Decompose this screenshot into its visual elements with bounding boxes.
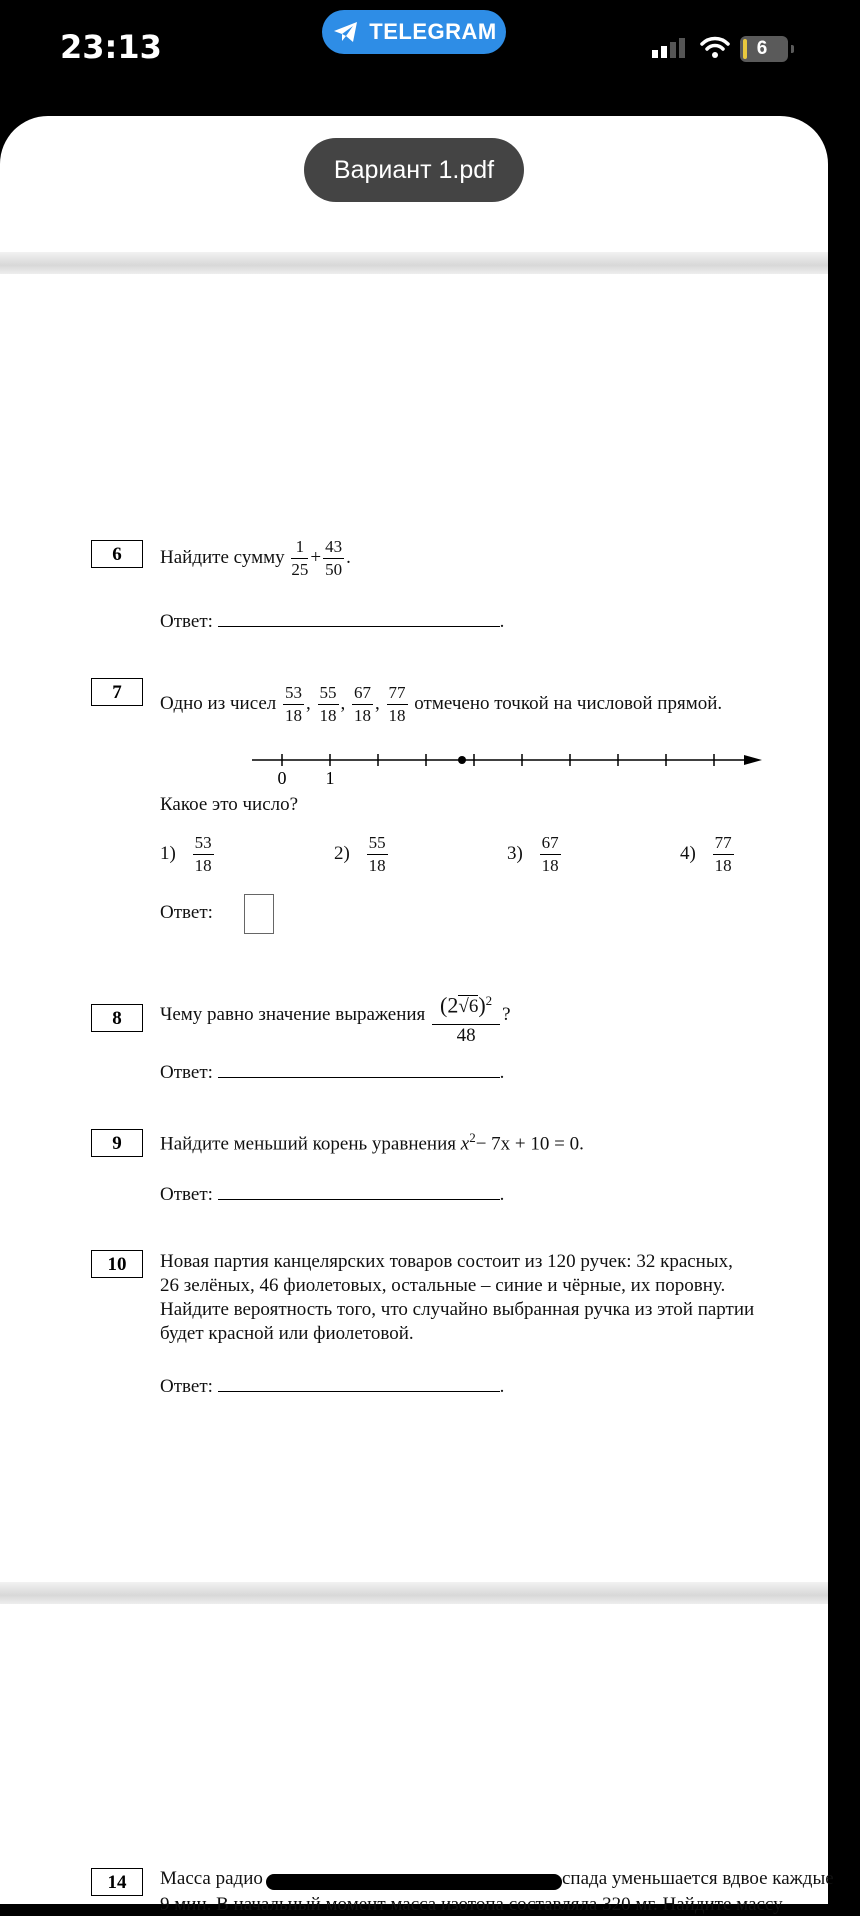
axis-label-zero: 0: [277, 768, 287, 788]
answer-line[interactable]: Ответ: .: [160, 1062, 505, 1083]
answer-line[interactable]: Ответ: .: [160, 1184, 505, 1205]
task-number: 14: [91, 1868, 143, 1896]
marked-point: [458, 756, 466, 764]
answer-line[interactable]: Ответ: .: [160, 1376, 505, 1397]
number-line: [240, 744, 770, 790]
battery-icon: [740, 36, 788, 62]
task-10-text: Новая партия канцелярских товаров состоит из 120 ручек: 32 красных, 26 зелёных, 46 фиолетовых, остальные – синие и чёрные, их поровну. Найдите вероятность того, что случайно выбранная ручка из этой партии будет красной или фиолетовой.: [160, 1251, 755, 1344]
telegram-return-pill[interactable]: [322, 10, 506, 54]
task-7-text: Одно из чисел $\frac{53}{18}$ , $\frac{55}{18}$ , $\frac{67}{18}$ , $\frac{77}{18}$ отмечено точкой на числовой прямой.: [160, 683, 723, 725]
telegram-label: TELEGRAM: [369, 19, 497, 44]
task-8-text: Чему равно значение выражения $\frac{(2√6)^2}{48}$ ?: [160, 984, 511, 1047]
file-name-pill[interactable]: Вариант 1.pdf: [304, 138, 524, 202]
task-number: 6: [91, 540, 143, 568]
task-14-line-2: 9 мин. В начальный момент масса изотопа составляла 320 мг. Найдите массу: [160, 1894, 783, 1915]
battery-level: 6: [756, 38, 768, 59]
pdf-page[interactable]: [0, 1604, 834, 1915]
wifi-icon: [700, 36, 730, 60]
pdf-page[interactable]: [0, 274, 828, 1698]
telegram-icon: [331, 17, 361, 47]
task-number: 8: [91, 1004, 143, 1032]
option-1: 1) $\frac{53}{18}$: [160, 833, 212, 875]
task-number: 7: [91, 678, 143, 706]
status-bar: [0, 0, 828, 110]
option-2: 2) $\frac{55}{18}$: [334, 833, 386, 875]
task-14-text-cont: спада уменьшается вдвое каждые: [562, 1868, 834, 1889]
answer-box[interactable]: [244, 894, 274, 934]
redaction-scribble: [266, 1874, 562, 1890]
task-14-text: Масса радио: [160, 1868, 263, 1889]
task-6-text: Найдите сумму $\frac{1}{25}$ + $\frac{43}{50}$ .: [160, 537, 351, 579]
answer-label: Ответ:: [160, 902, 213, 923]
option-3: 3) $\frac{67}{18}$: [507, 833, 559, 875]
task-number: 9: [91, 1129, 143, 1157]
axis-label-one: 1: [325, 768, 335, 788]
task-9-text: Найдите меньший корень уравнения $x^2- 7x + 10 = 0$.: [160, 1130, 584, 1155]
clock: 23:13: [60, 28, 162, 66]
task-number: 10: [91, 1250, 143, 1278]
page-divider: [0, 252, 828, 274]
pdf-viewer-sheet[interactable]: [0, 116, 834, 1915]
cellular-signal-icon: [652, 38, 685, 58]
answer-line[interactable]: Ответ: .: [160, 611, 505, 632]
task-7-question: Какое это число?: [160, 794, 299, 815]
option-4: 4) $\frac{77}{18}$: [680, 833, 732, 875]
page-divider: [0, 1582, 828, 1604]
